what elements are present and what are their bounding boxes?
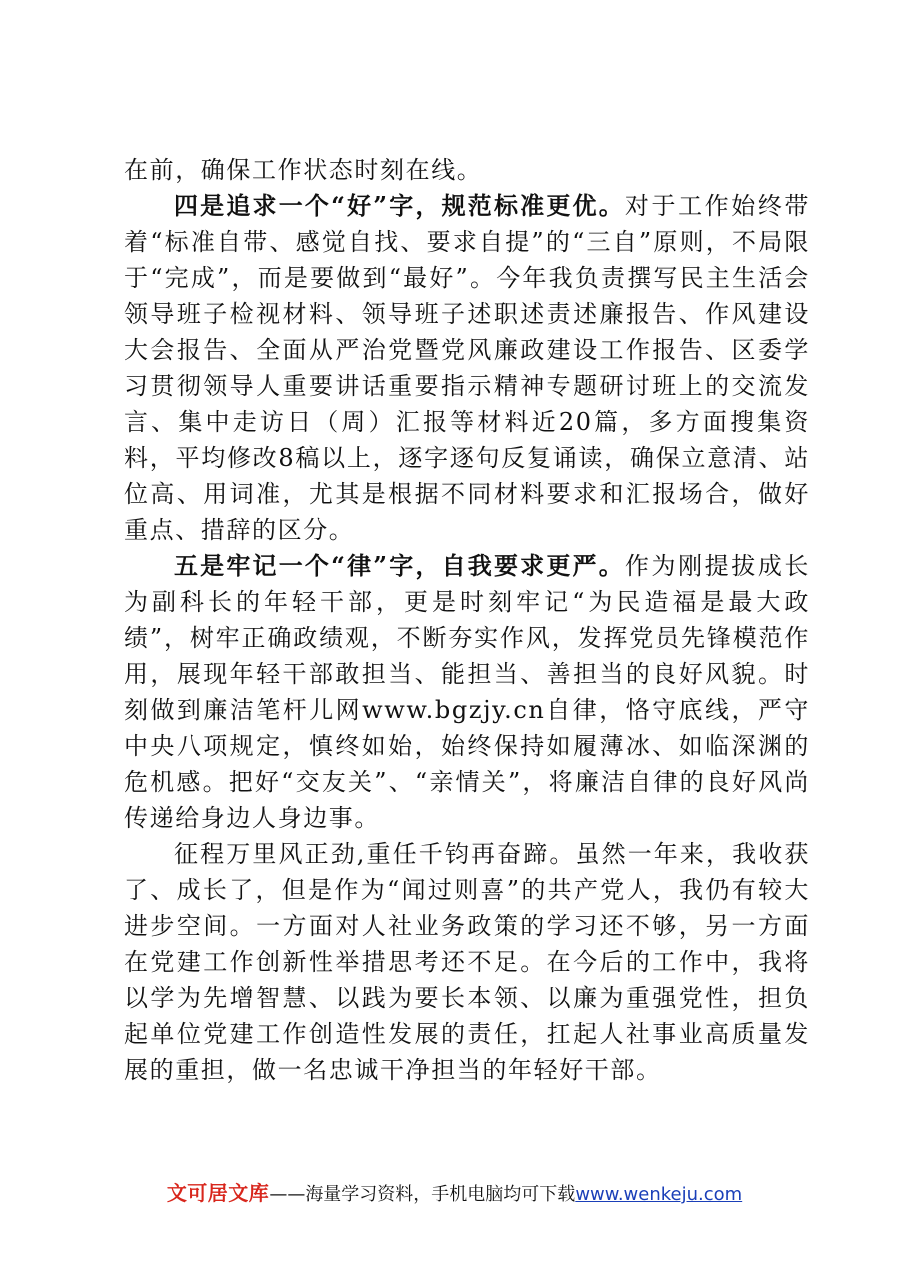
footer-url-link[interactable]: www.wenkeju.com bbox=[575, 1184, 743, 1205]
document-body bbox=[124, 152, 810, 1088]
paragraph-point-five bbox=[124, 548, 810, 836]
paragraph-text: 作为刚提拔成长为副科长的年轻干部，更是时刻牢记“为民造福是最大政绩”，树牢正确政绩观，不断夯实作风，发挥党员先锋模范作用，展现年轻干部敢担当、能担当、善担当的良好风貌。时刻做到廉洁笔杆儿网www.bgzjy.cn自律，恪守底线，严守中央八项规定，慎终如始，始终保持如履薄冰、如临深渊的危机感。把好“交友关”、“亲情关”，将廉洁自律的良好风尚传递给身边人身边事。 bbox=[124, 552, 811, 832]
footer-tagline: ——海量学习资料，手机电脑均可下载 bbox=[269, 1184, 576, 1205]
paragraph-continuation bbox=[124, 152, 810, 188]
paragraph-lead: 五是牢记一个“律”字，自我要求更严。 bbox=[174, 551, 625, 580]
paragraph-text: 对于工作始终带着“标准自带、感觉自找、要求自提”的“三自”原则，不局限于“完成”，而是要做到“最好”。今年我负责撰写民主生活会领导班子检视材料、领导班子述职述责述廉报告、作风建设大会报告、全面从严治党暨党风廉政建设工作报告、区委学习贯彻领导人重要讲话重要指示精神专题研讨班上的交流发言、集中走访日（周）汇报等材料近20篇，多方面搜集资料，平均修改8稿以上，逐字逐句反复诵读，确保立意清、站位高、用词准，尤其是根据不同材料要求和汇报场合，做好重点、措辞的区分。 bbox=[124, 192, 811, 544]
paragraph-text: 征程万里风正劲,重任千钧再奋蹄。虽然一年来，我收获了、成长了，但是作为“闻过则喜”的共产党人，我仍有较大进步空间。一方面对人社业务政策的学习还不够，另一方面在党建工作创新性举措思考还不足。在今后的工作中，我将以学为先增智慧、以践为要长本领、以廉为重强党性，担负起单位党建工作创造性发展的责任，扛起人社事业高质量发展的重担，做一名忠诚干净担当的年轻好干部。 bbox=[124, 840, 810, 1084]
footer-banner bbox=[0, 1180, 909, 1208]
paragraph-text: 在前，确保工作状态时刻在线。 bbox=[124, 156, 483, 184]
footer-brand: 文可居文库 bbox=[166, 1181, 270, 1205]
paragraph-conclusion bbox=[124, 836, 810, 1088]
paragraph-point-four bbox=[124, 188, 810, 548]
paragraph-lead: 四是追求一个“好”字，规范标准更优。 bbox=[174, 191, 625, 220]
